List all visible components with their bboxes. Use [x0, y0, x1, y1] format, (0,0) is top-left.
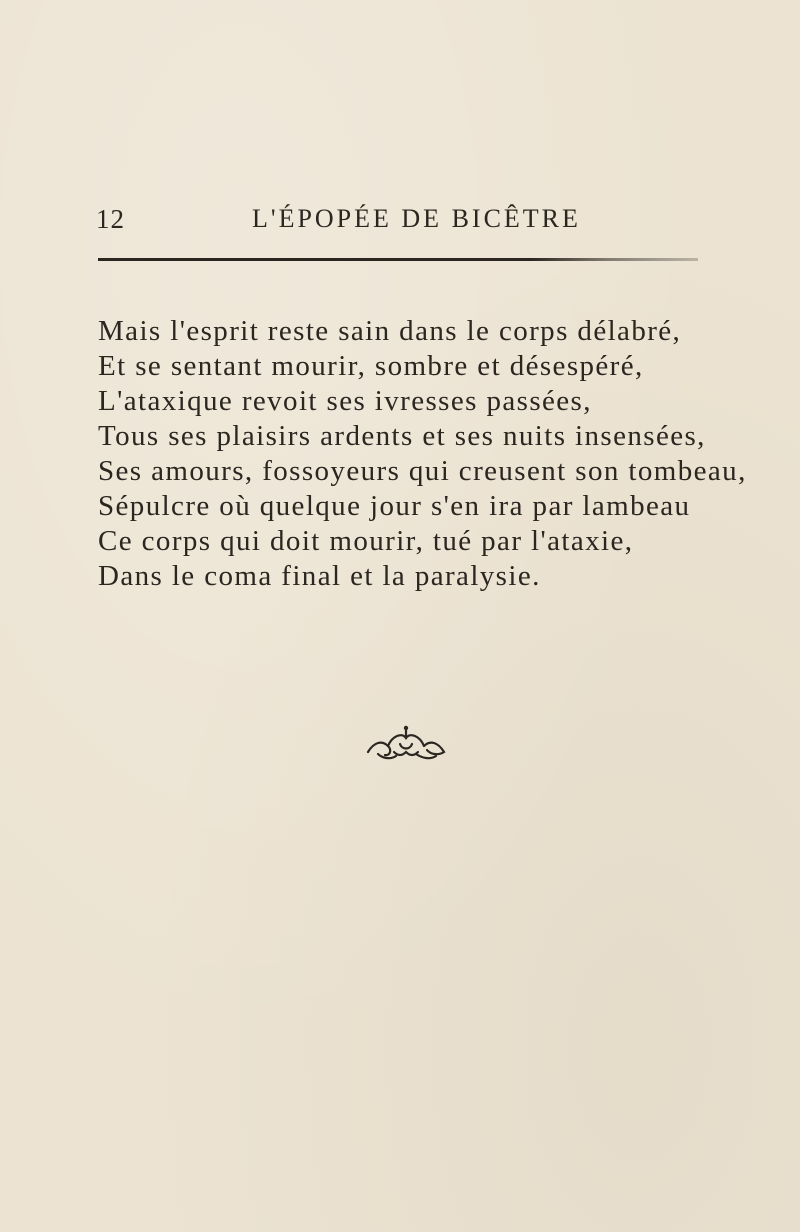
verse-line: Tous ses plaisirs ardents et ses nuits insensées,	[98, 420, 706, 452]
verse-line: L'ataxique revoit ses ivresses passées,	[98, 385, 592, 417]
verse-line: Dans le coma final et la paralysie.	[98, 560, 541, 592]
verse-line: Sépulcre où quelque jour s'en ira par lambeau	[98, 490, 691, 522]
verse-line: Et se sentant mourir, sombre et désespéré,	[98, 350, 644, 382]
fleuron-ornament-icon	[364, 722, 448, 766]
running-title: L'ÉPOPÉE DE BICÊTRE	[252, 204, 581, 233]
running-head	[0, 204, 800, 244]
page-number: 12	[96, 204, 125, 234]
header-rule	[98, 258, 698, 261]
verse-line: Ses amours, fossoyeurs qui creusent son tombeau,	[98, 455, 747, 487]
verse-line: Mais l'esprit reste sain dans le corps délabré,	[98, 315, 682, 347]
poem-stanza	[98, 314, 747, 594]
verse-line: Ce corps qui doit mourir, tué par l'ataxie,	[98, 525, 634, 557]
